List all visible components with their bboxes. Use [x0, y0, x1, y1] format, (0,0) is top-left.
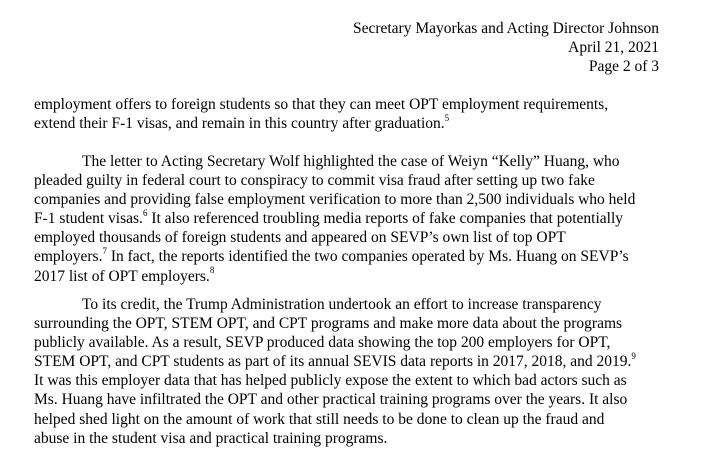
paragraph-line: F-1 student visas.$^6$ It also referenced troubling media reports of fake companies that potentially [34, 208, 624, 228]
paragraph-line: Ms. Huang have infiltrated the OPT and other practical training programs over the years. It also [34, 391, 628, 409]
paragraph-line: STEM OPT, and CPT students as part of its annual SEVIS data reports in 2017, 2018, and 2019.$^9$ [34, 351, 636, 371]
paragraph-line: The letter to Acting Secretary Wolf highlighted the case of Weiyn “Kelly” Huang, who [82, 153, 620, 170]
paragraph-line: extend their F-1 visas, and remain in this country after graduation.$^5$ [34, 112, 450, 133]
paragraph-line: abuse in the student visa and practical training programs. [34, 429, 388, 447]
paragraph-line: helped shed light on the amount of work that still needs to be done to clean up the fraud and [34, 410, 605, 428]
paragraph-line: 2017 list of OPT employers.$^8$ [34, 265, 215, 285]
paragraph-line: publicly available. As a result, SEVP produced data showing the top 200 employers for OPT, [34, 334, 611, 352]
footnote-marker[interactable]: 8 [209, 265, 215, 276]
header-date: April 21, 2021 [568, 39, 659, 56]
paragraph-line: employment offers to foreign students so that they can meet OPT employment requirements, [34, 96, 609, 113]
letter-header [353, 19, 659, 76]
footnote-marker[interactable]: 7 [102, 246, 107, 257]
paragraph-line: companies and providing false employment verification to more than 2,500 individuals who held [34, 191, 636, 209]
paragraph-line: pleaded guilty in federal court to conspiracy to commit visa fraud after setting up two fake [34, 172, 595, 190]
footnote-marker[interactable]: 5 [444, 112, 450, 123]
paragraph-continuation [34, 95, 674, 133]
footnote-marker[interactable]: 9 [631, 351, 636, 362]
paragraph-line: employers.$^7$ In fact, the reports identified the two companies operated by Ms. Huang on SEVP’s [34, 246, 629, 266]
paragraph-line: It was this employer data that has helped publicly expose the extent to which bad actors such as [34, 372, 627, 390]
paragraph-line: To its credit, the Trump Administration undertook an effort to increase transparency [82, 296, 602, 313]
paragraph-line: surrounding the OPT, STEM OPT, and CPT programs and make more data about the programs [34, 315, 623, 333]
header-addressee: Secretary Mayorkas and Acting Director Johnson [352, 20, 659, 37]
paragraph-line: employed thousands of foreign students and appeared on SEVP’s own list of top OPT [34, 229, 566, 247]
footnote-marker[interactable]: 6 [142, 208, 148, 219]
paragraph-transparency [34, 295, 674, 448]
paragraph-huang-case [34, 152, 674, 286]
header-page-number: Page 2 of 3 [588, 58, 659, 75]
